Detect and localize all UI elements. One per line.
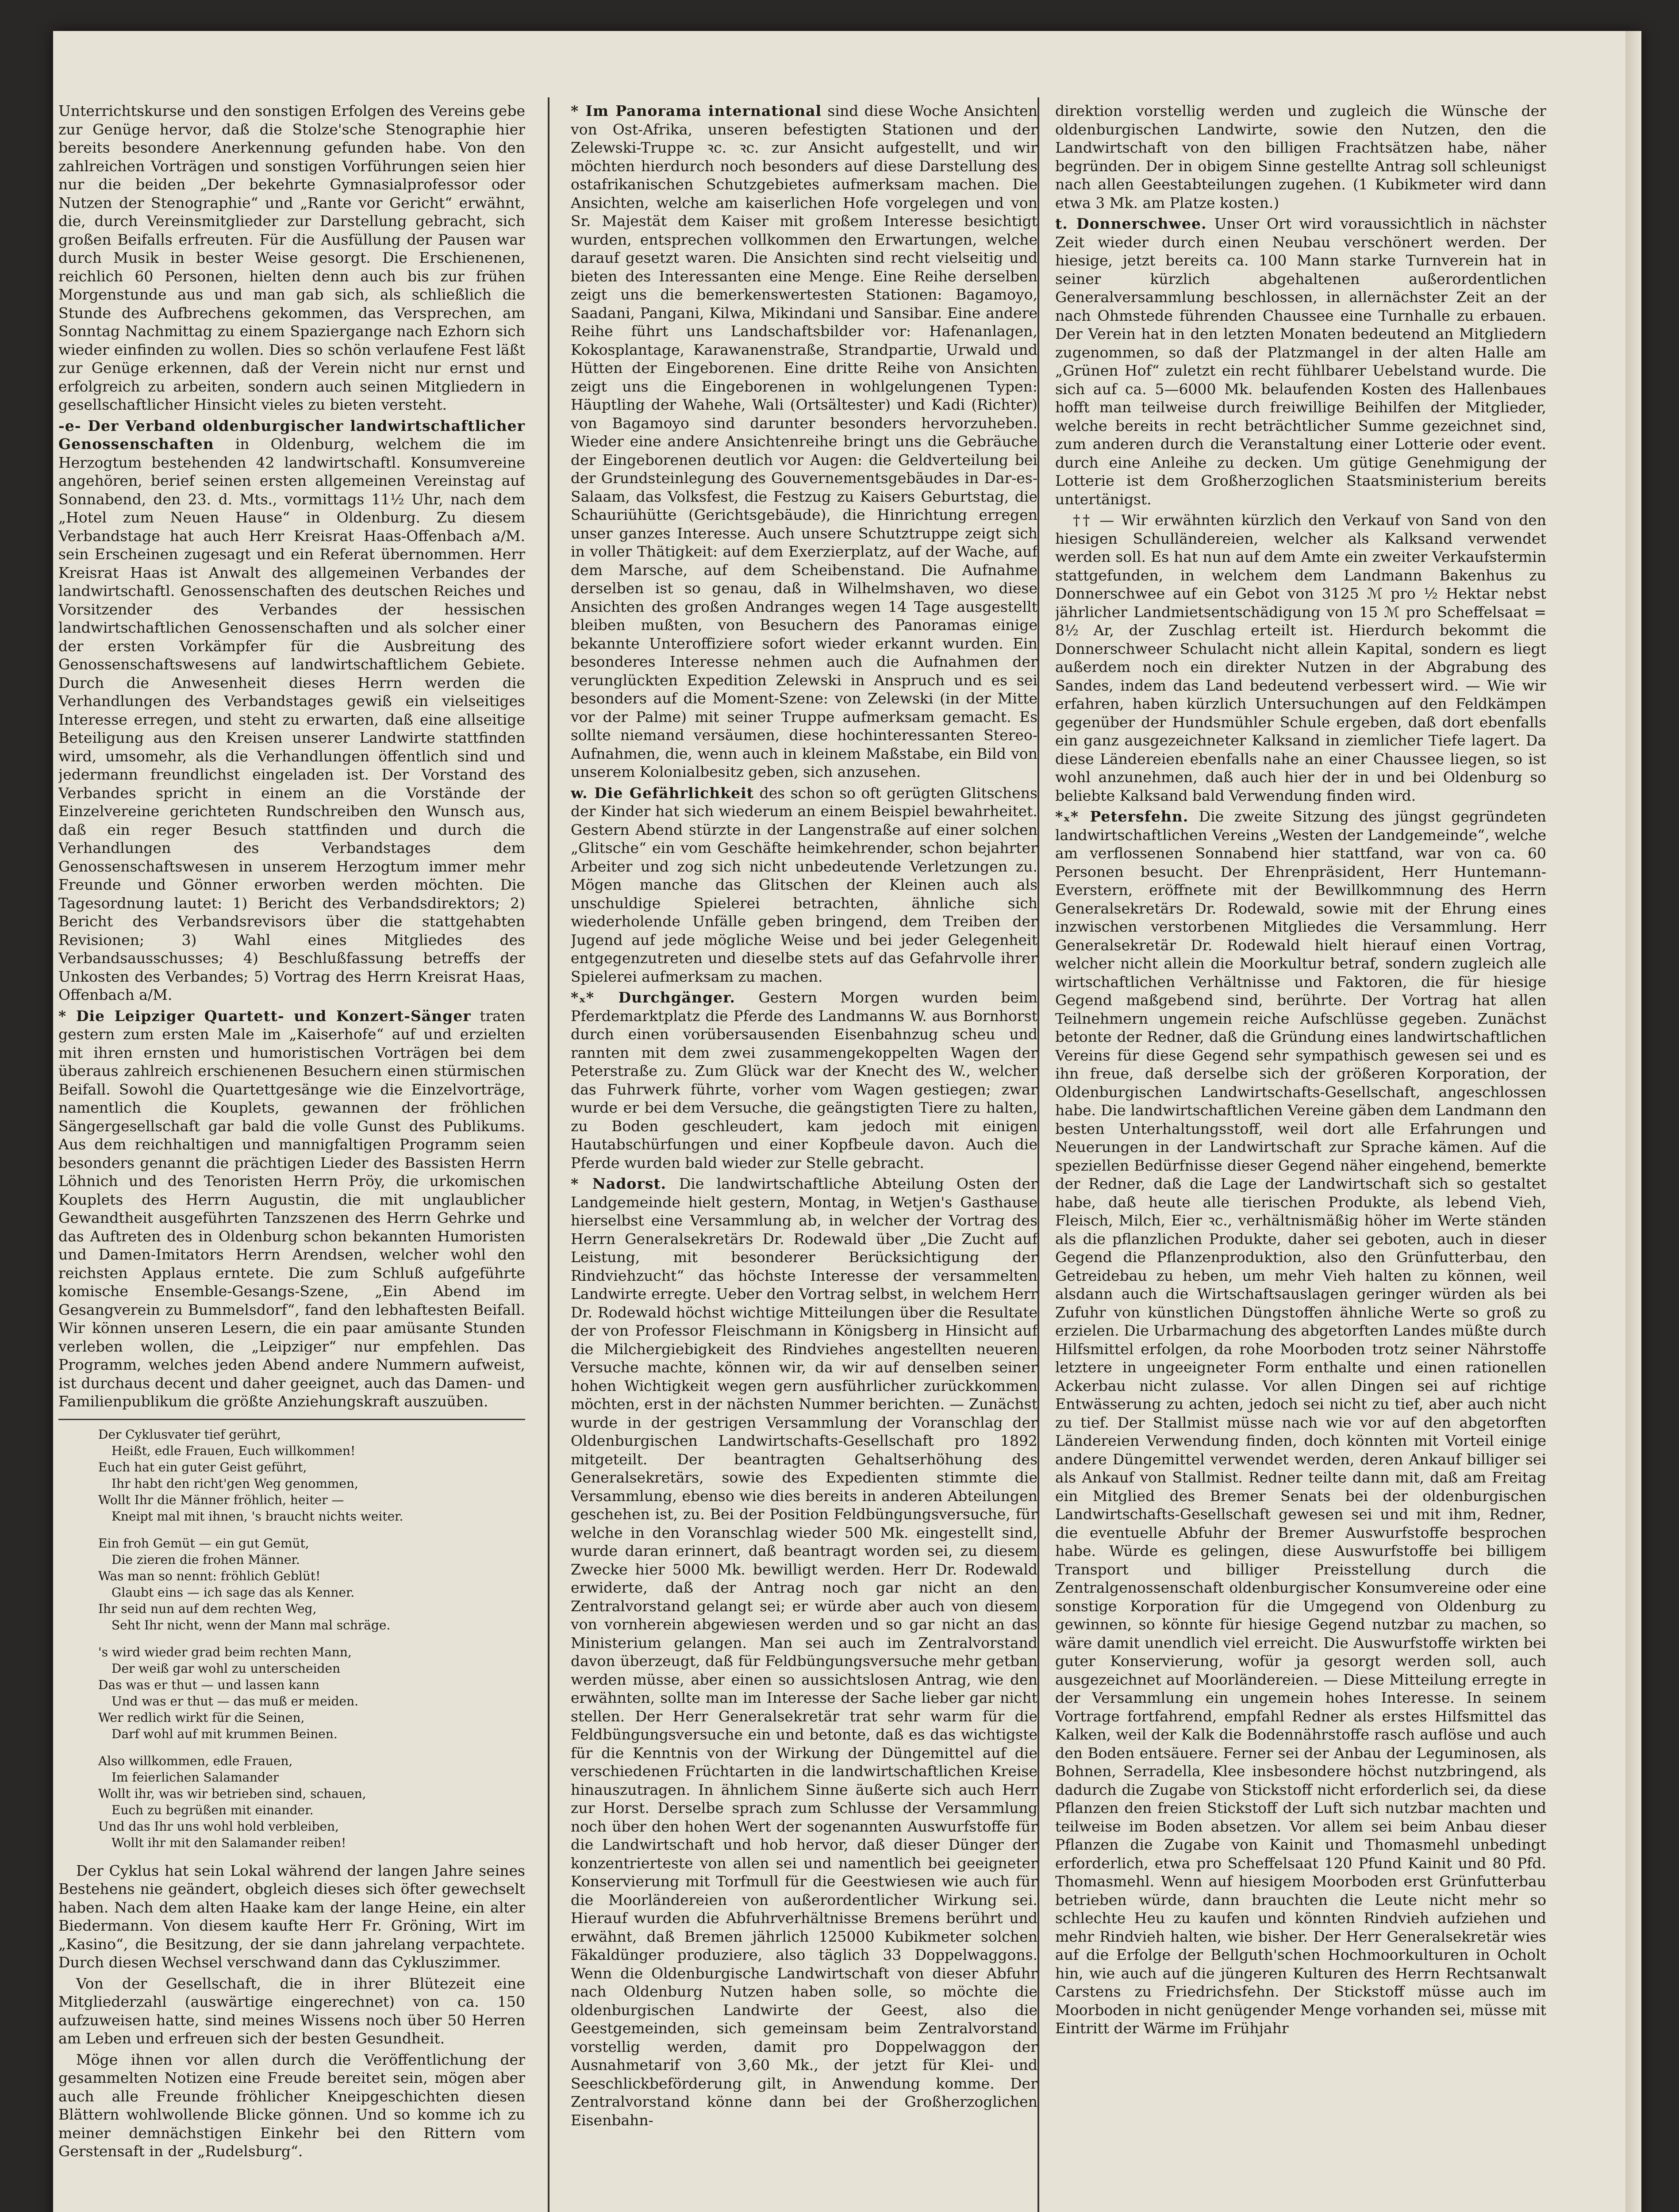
poem-line: Darf wohl auf mit krummen Beinen.: [111, 1726, 338, 1741]
column-1: [58, 102, 525, 2212]
article-paragraph: * Im Panorama international sind diese Woche Ansichten von Ost-Afrika, unseren befestigten Stationen und der Zelewski-Truppe ꝛc. ꝛc. zur Ansicht aufgestellt, und wir möchten hierdurch noch besonders auf diese Darstellung des ostafrikanischen Schutzgebietes aufmerksam machen. Die Ansichten, welche am kaiserlichen Hofe vorgelegen und von Sr. Majestät dem Kaiser mit großem Interesse besichtigt wurden, entsprechen vollkommen den Erwartungen, welche darauf gesetzt waren. Die Ansichten sind recht vielseitig und bieten des Interessanten eine Menge. Eine Reihe derselben zeigt uns die bemerkenswertesten Stationen: Bagamoyo, Saadani, Pangani, Kilwa, Mikindani und Sansibar. Eine andere Reihe führt uns Landschaftsbilder vor: Hafenanlagen, Kokosplantage, Karawanenstraße, Strandpartie, Urwald und Hütten der Eingeborenen. Eine dritte Reihe von Ansichten zeigt uns die Eingeborenen in wohlgelungenen Typen: Häuptling der Wahehe, Wali (Ortsältester) und Kadi (Richter) von Bagamoyo sind darunter besonders hervorzuheben. Wieder eine andere Ansichtenreihe bringt uns die Gebräuche der Eingeborenen deutlich vor Augen: die Geldverteilung bei der Grundsteinlegung des Gouvernementsgebäudes in Dar-es-Salaam, das Volksfest, die Festzug zu Kaisers Geburtstag, die Schauriühütte (Gerichtsgebäude), die Hinrichtung erregen unser ganzes Interesse. Auch unsere Schutztruppe zeigt sich in voller Thätigkeit: auf dem Exerzierplatz, auf der Wache, auf dem Marsche, auf dem Scheibenstand. Die Aufnahme derselben ist so genau, daß in Wilhelmshaven, wo diese Ansichten des großen Andranges wegen 14 Tage ausgestellt bleiben mußten, von Besuchern des Panoramas einige bekannte Unteroffiziere sofort wieder erkannt wurden. Ein besonderes Interesse nehmen auch die Aufnahmen der verunglückten Expedition Zelewski in Anspruch und es sei besonders auf die Moment-Szene: von Zelewski (in der Mitte vor der Palme) mit seiner Truppe aufmerksam gemacht. Es sollte niemand versäumen, diese hochinteressanten Stereo-Aufnahmen, die, wenn auch in kleinem Maßstabe, ein Bild von unserem Kolonialbesitz geben, sich anzusehen.: [571, 102, 1037, 780]
article-paragraph: Der Cyklus hat sein Lokal während der langen Jahre seines Bestehens nie geändert, obgleich dieses sich öfter gewechselt haben. Nach dem alten Haake kam der lange Heine, ein alter Biedermann. Von diesem kaufte Herr Fr. Gröning, Wirt im „Kasino“, die Besitzung, der sie dann jahrelang verpachtete. Durch diesen Wechsel verschwand dann das Cykluszimmer.: [58, 1862, 525, 1971]
article-paragraph: Möge ihnen vor allen durch die Veröffentlichung der gesammelten Notizen eine Freude bereitet sein, mögen aber auch alle Freunde fröhlicher Kneipgeschichten diesen Blättern wohlwollende Blicke gönnen. Und so komme ich zu meiner demnächstigen Einkehr bei den Rittern vom Gerstensaft in der „Rudelsburg“.: [58, 2051, 525, 2160]
poem-line: Wollt Ihr die Männer fröhlich, heiter —: [98, 1492, 344, 1507]
poem-stanza: [98, 1753, 525, 1851]
poem-line: Kneipt mal mit ihnen, 's braucht nichts weiter.: [111, 1509, 403, 1524]
article-heading: * Die Leipziger Quartett- und Konzert-Sänger: [58, 1007, 471, 1025]
poem-line: 's wird wieder grad beim rechten Mann,: [98, 1644, 352, 1659]
column-rule: [1037, 97, 1039, 2212]
article-paragraph: * Die Leipziger Quartett- und Konzert-Sänger traten gestern zum ersten Male im „Kaiserhofe“ auf und erzielten mit ihren ernsten und humoristischen Vorträgen bei dem überaus zahlreich erschienenen Besuchern einen stürmischen Beifall. Sowohl die Quartettgesänge wie die Einzelvorträge, namentlich die Kouplets, gewannen der fröhlichen Sängergesellschaft gar bald die volle Gunst des Publikums. Aus dem reichhaltigen und mannigfaltigen Programm seien besonders genannt die prächtigen Lieder des Bassisten Herrn Löhnich und des Tenoristen Herrn Pröy, die urkomischen Kouplets des Herrn Augustin, die mit unglaublicher Gewandtheit ausgeführten Tanzszenen des Herrn Gehrke und das Auftreten des in Oldenburg schon bekannten Humoristen und Damen-Imitators Herrn Arendsen, welcher wohl den reichsten Applaus erntete. Die zum Schluß aufgeführte komische Ensemble-Gesangs-Szene, „Ein Abend im Gesangverein zu Bummelsdorf“, fand den lebhaftesten Beifall. Wir können unseren Lesern, die ein paar amüsante Stunden verleben wollen, die „Leipziger“ nur empfehlen. Das Programm, welches jeden Abend andere Nummern aufweist, ist durchaus decent und daher geeignet, auch das Damen- und Familienpublikum die größte Anziehungskraft auszuüben.: [58, 1007, 525, 1410]
poem-line: Und das Ihr uns wohl hold verbleiben,: [98, 1819, 339, 1834]
poem-line: Der weiß gar wohl zu unterscheiden: [111, 1661, 341, 1676]
poem-line: Ihr seid nun auf dem rechten Weg,: [98, 1601, 317, 1616]
poem-line: Und was er thut — das muß er meiden.: [111, 1694, 359, 1709]
article-heading: *ₓ* Durchgänger.: [571, 989, 735, 1006]
column-3: [1055, 102, 1546, 2212]
article-paragraph: direktion vorstellig werden und zugleich die Wünsche der oldenburgischen Landwirte, sowie den Nutzen, den die Landwirtschaft von den billigen Frachtsätzen habe, näher begründen. Der in obigem Sinne gestellte Antrag soll schleunigst nach allen Geestabteilungen zugehen. (1 Kubikmeter wird dann etwa 3 Mk. am Platze kosten.): [1055, 102, 1546, 211]
poem-line: Wollt ihr, was wir betrieben sind, schauen,: [98, 1786, 366, 1801]
article-heading: * Nadorst.: [571, 1175, 667, 1192]
poem-stanza: [98, 1535, 525, 1633]
poem-line: Wollt ihr mit den Salamander reiben!: [111, 1835, 346, 1850]
poem-line: Heißt, edle Frauen, Euch willkommen!: [111, 1443, 356, 1458]
article-paragraph: *ₓ* Petersfehn. Die zweite Sitzung des jüngst gegründeten landwirtschaftlichen Vereins „Westen der Landgemeinde“, welche am verflossenen Sonnabend hier stattfand, war von ca. 60 Personen besucht. Der Ehrenpräsident, Herr Huntemann-Everstern, eröffnete mit der Bewillkommnung des Herrn Generalsekretärs Dr. Rodewald, sowie mit der Ehrung eines inzwischen verstorbenen Mitgliedes die Versammlung. Herr Generalsekretär Dr. Rodewald hielt hierauf einen Vortrag, welcher nicht allein die Moorkultur betraf, sondern zugleich alle wirtschaftlichen Verhältnisse und Faktoren, die für hiesige Gegend maßgebend sind, berührte. Der Vortrag hat allen Teilnehmern ungemein reiche Aufschlüsse gegeben. Zunächst betonte der Redner, daß die Gründung eines landwirtschaftlichen Vereins für diese Gegend sehr sympathisch gewesen sei und es ihn freue, daß derselbe sich der größeren Korporation, der Oldenburgischen Landwirtschafts-Gesellschaft, angeschlossen habe. Die landwirtschaftlichen Vereine gäben dem Landmann den besten Unterhaltungsstoff, weil dort alle Erfahrungen und Neuerungen in der Landwirtschaft zur Sprache kämen. Auf die speziellen Bedürfnisse dieser Gegend näher eingehend, bemerkte der Redner, daß die Lage der Landwirtschaft sich so gestaltet habe, daß heute alle tierischen Produkte, als lebend Vieh, Fleisch, Milch, Eier ꝛc., verhältnismäßig höher im Werte ständen als die pflanzlichen Produkte, daher sei geboten, auch in dieser Gegend die Pflanzenproduktion, also den Grünfutterbau, den Getreidebau zu heben, um mehr Vieh halten zu können, weil alsdann auch die Wirtschaftsauslagen geringer würden als bei Zufuhr von künstlichen Düngstoffen ähnliche Werte so groß zu erzielen. Die Urbarmachung des abgetorften Landes müßte durch Hilfsmittel erfolgen, da rohe Moorboden trotz seiner Nährstoffe letztere in ungeeigneter Form enthalte und einen rationellen Ackerbau nicht zulasse. Vor allen Dingen sei auf richtige Entwässerung zu achten, jedoch sei nicht zu tief, aber auch nicht zu tief. Der Stallmist müsse nach wie vor auf den abgetorften Ländereien Verwendung finden, doch könnten mit Vorteil einige andere Düngemittel verwendet werden, deren Ankauf billiger sei als Ankauf von Stallmist. Redner teilte dann mit, daß am Freitag ein Mitglied des Bremer Senats bei der oldenburgischen Landwirtschafts-Gesellschaft gewesen sei und mit ihm, Redner, die eventuelle Abfuhr der Bremer Auswurfstoffe besprochen habe. Würde es gelingen, diese Auswurfstoffe bei billigem Transport und billiger Preisstellung durch die Zentralgenossenschaft oldenburgischer Konsumvereine oder eine sonstige Korporation für die Umgegend von Oldenburg zu gewinnen, so könnte für hiesige Gegend nutzbar zu machen, so wäre damit unendlich viel erreicht. Die Auswurfstoffe wirkten bei guter Konservierung, wofür ja gesorgt werden soll, auch ausgezeichnet auf Moorländereien. — Diese Mitteilung erregte in der Versammlung ein ungemein hohes Interesse. In seinem Vortrage fortfahrend, empfahl Redner als erstes Hilfsmittel das Kalken, weil der Kalk die Bodennährstoffe rasch auflöse und auch den Boden entsäuere. Ferner sei der Anbau der Leguminosen, als Bohnen, Serradella, Klee insbesondere höchst nutzbringend, als dadurch die Zugabe von Stickstoff nicht erforderlich sei, da diese Pflanzen den freien Stickstoff der Luft sich nutzbar machten und teilweise im Boden absetzen. Vor allem sei beim Anbau dieser Pflanzen die Zugabe von Kainit und Thomasmehl unbedingt erforderlich, etwa pro Scheffelsaat 120 Pfund Kainit und 80 Pfd. Thomasmehl. Wenn auf hiesigem Moorboden erst Grünfutterbau betrieben würde, dann brauchten die Leute nicht mehr so schlechte Heu zu kaufen und könnten Rindvieh aufziehen und mehr Rindvieh halten, wie bisher. Der Herr Generalsekretär wies auf die Erfolge der Bellguth'schen Hochmoorkulturen in Ocholt hin, wie auch auf die jüngeren Kulturen des Herrn Rechtsanwalt Carstens zu Friedrichsfehn. Der Stickstoff müsse auch im Moorboden in nicht genügender Menge vorhanden sei, müsse mit Eintritt der Wärme im Frühjahr: [1055, 808, 1546, 2037]
article-heading: -e- Der Verband oldenburgischer landwirtschaftlicher Genossenschaften: [58, 417, 525, 453]
poem-stanza: [98, 1426, 525, 1525]
poem-line: Was man so nennt: fröhlich Geblüt!: [98, 1568, 321, 1583]
poem-line: Also willkommen, edle Frauen,: [98, 1753, 293, 1768]
article-heading: w. Die Gefährlichkeit: [571, 784, 754, 802]
poem-line: Der Cyklusvater tief gerührt,: [98, 1427, 281, 1442]
poem-line: Wer redlich wirkt für die Seinen,: [98, 1710, 305, 1725]
poem-line: Seht Ihr nicht, wenn der Mann mal schräge.: [111, 1617, 391, 1632]
poem-line: Ein froh Gemüt — ein gut Gemüt,: [98, 1536, 309, 1551]
poem: [58, 1419, 525, 1851]
article-paragraph: w. Die Gefährlichkeit des schon so oft gerügten Glitschens der Kinder hat sich wiederum an einem Beispiel bewahrheitet. Gestern Abend stürzte in der Langenstraße auf einer solchen „Glitsche“ ein vom Geschäfte heimkehrender, schon bejahrter Arbeiter und zog sich nicht unbedeutende Verletzungen zu. Mögen manche das Glitschen der Kleinen auch als unschuldige Spielerei betrachten, ähnliche sich wiederholende Unfälle geben bringend, dem Treiben der Jugend auf jede mögliche Weise und bei jeder Gelegenheit entgegenzutreten und dieselbe stets auf das Gefahrvolle ihrer Spielerei aufmerksam zu machen.: [571, 784, 1037, 985]
poem-line: Das was er thut — und lassen kann: [98, 1677, 320, 1692]
poem-line: Euch hat ein guter Geist geführt,: [98, 1459, 307, 1475]
article-paragraph: t. Donnerschwee. Unser Ort wird voraussichtlich in nächster Zeit wieder durch einen Neubau verschönert werden. Der hiesige, jetzt bereits ca. 100 Mann starke Turnverein hat in seiner kürzlich abgehaltenen außerordentlichen Generalversammlung beschlossen, in allernächster Zeit an der nach Ohmstede führenden Chaussee eine Turnhalle zu erbauen. Der Verein hat in den letzten Monaten bedeutend an Mitgliedern zugenommen, so daß der Platzmangel in der alten Halle am „Grünen Hof“ zuletzt ein recht fühlbarer Uebelstand wurde. Die sich auf ca. 5—6000 Mk. belaufenden Kosten des Hallenbaues hofft man teilweise durch freiwillige Beihilfen der Mitglieder, welche bereits in recht beträchtlicher Summe gezeichnet sind, zum anderen durch die Veranstaltung einer Lotterie oder event. durch eine Anleihe zu decken. Um gütige Genehmigung der Lotterie ist dem Großherzoglichen Staatsministerium bereits untertänigst.: [1055, 215, 1546, 508]
article-heading: * Im Panorama international: [571, 102, 822, 119]
article-paragraph: Unterrichtskurse und den sonstigen Erfolgen des Vereins gebe zur Genüge hervor, daß die Stolze'sche Stenographie hier bereits besondere Anerkennung gefunden habe. Von den zahlreichen Vorträgen und sonstigen Vorführungen seien hier nur die beiden „Der bekehrte Gymnasialprofessor oder Nutzen der Stenographie“ und „Rante vor Gericht“ erwähnt, die, durch Vereinsmitglieder zur Darstellung gebracht, sich großen Beifalls erfreuten. Für die Ausfüllung der Pausen war durch Musik in bester Weise gesorgt. Die Erschienenen, reichlich 60 Personen, hielten denn auch bis zur frühen Morgenstunde aus und man gab sich, als schließlich die Stunde des Aufbrechens gekommen, das Versprechen, am Sonntag Nachmittag zu einem Spaziergange nach Ezhorn sich wieder einfinden zu wollen. Dies so schön verlaufene Fest läßt zur Genüge erkennen, daß der Verein nicht nur ernst und erfolgreich zu arbeiten, sondern auch seinen Mitgliedern in gesellschaftlicher Hinsicht vieles zu bieten versteht.: [58, 102, 525, 413]
article-paragraph: *ₓ* Durchgänger. Gestern Morgen wurden beim Pferdemarktplatz die Pferde des Landmanns W. aus Bornhorst durch einen vorübersausenden Eisenbahnzug scheu und rannten mit dem zwei zusammengekoppelten Wagen der Peterstraße zu. Zum Glück war der Knecht des W., welcher das Fuhrwerk führte, vorher vom Wagen gestiegen; zwar wurde er bei dem Versuche, die geängstigten Tiere zu halten, zu Boden geschleudert, kam jedoch mit einigen Hautabschürfungen und einer Kopfbeule davon. Auch die Pferde wurden bald wieder zur Stelle gebracht.: [571, 989, 1037, 1171]
article-paragraph: -e- Der Verband oldenburgischer landwirtschaftlicher Genossenschaften in Oldenburg, welchem die im Herzogtum bestehenden 42 landwirtschaftl. Konsumvereine angehören, berief seinen ersten allgemeinen Vereinstag auf Sonnabend, den 23. d. Mts., vormittags 11½ Uhr, nach dem „Hotel zum Neuen Hause“ in Oldenburg. Zu diesem Verbandstage hat auch Herr Kreisrat Haas-Offenbach a/M. sein Erscheinen zugesagt und ein Referat übernommen. Herr Kreisrat Haas ist Anwalt des allgemeinen Verbandes der landwirtschaftl. Genossenschaften des deutschen Reiches und Vorsitzender des Verbandes der hessischen landwirtschaftlichen Genossenschaften und als solcher einer der ersten Vorkämpfer für die Ausbreitung des Genossenschaftswesens auf landwirtschaftlichem Gebiete. Durch die Anwesenheit dieses Herrn werden die Verhandlungen des Verbandstages gewiß ein vielseitiges Interesse erregen, und steht zu erwarten, daß eine allseitige Beteiligung aus den Kreisen unserer Landwirte stattfinden wird, umsomehr, als die Verhandlungen öffentlich sind und jedermann freundlichst eingeladen ist. Der Vorstand des Verbandes spricht in einem an die Vorstände der Einzelvereine gerichteten Rundschreiben den Wunsch aus, daß ein reger Besuch stattfinden und durch die Verhandlungen des Verbandstages dem Genossenschaftswesen in unserem Herzogtum immer mehr Freunde und Gönner erworben werden möchten. Die Tagesordnung lautet: 1) Bericht des Verbandsdirektors; 2) Bericht des Verbandsrevisors über die stattgehabten Revisionen; 3) Wahl eines Mitgliedes des Verbandsausschusses; 4) Beschlußfassung betreffs der Unkosten des Verbandes; 5) Vortrag des Herrn Kreisrat Haas, Offenbach a/M.: [58, 417, 525, 1003]
poem-line: Glaubt eins — ich sage das als Kenner.: [111, 1585, 355, 1600]
article-heading: *ₓ* Petersfehn.: [1055, 808, 1189, 825]
article-paragraph: †† — Wir erwähnten kürzlich den Verkauf von Sand von den hiesigen Schulländereien, welcher als Kalksand verwendet werden soll. Es hat nun auf dem Amte ein zweiter Verkaufstermin stattgefunden, in welchem dem Landmann Bakenhus zu Donnerschwee auf ein Gebot von 3125 ℳ pro ½ Hektar nebst jährlicher Landmietsentschädigung von 15 ℳ pro Scheffelsaat = 8½ Ar, der Zuschlag erteilt ist. Hierdurch bekommt die Donnerschweer Schulacht nicht allein Kapital, sondern es liegt außerdem noch ein direkter Nutzen in der Abgrabung des Sandes, indem das Land bedeutend verbessert wird. — Wie wir erfahren, haben kürzlich Untersuchungen auf den Feldkämpen gegenüber der Hundsmühler Schule ergeben, daß dort ebenfalls ein ganz ausgezeichneter Kalksand in ziemlicher Tiefe lagert. Da diese Ländereien ebenfalls nahe an einer Chaussee liegen, so ist wohl anzunehmen, daß auch hier der in und bei Oldenburg so beliebte Kalksand bald Verwendung finden wird.: [1055, 511, 1546, 804]
poem-line: Euch zu begrüßen mit einander.: [111, 1802, 314, 1817]
article-paragraph: * Nadorst. Die landwirtschaftliche Abteilung Osten der Landgemeinde hielt gestern, Montag, in Wetjen's Gasthause hierselbst eine Versammlung ab, in welcher der Vortrag des Herrn Generalsekretärs Dr. Rodewald über „Die Zucht auf Leistung, mit besonderer Berücksichtigung der Rindviehzucht“ das höchste Interesse der versammelten Landwirte erregte. Ueber den Vortrag selbst, in welchem Herr Dr. Rodewald höchst wichtige Mitteilungen über die Resultate der von Professor Fleischmann in Königsberg in Hinsicht auf die Milchergiebigkeit des Rindviehes angestellten neueren Versuche machte, können wir, da wir auf denselben seiner hohen Wichtigkeit wegen gern ausführlicher zurückkommen möchten, erst in der nächsten Nummer berichten. — Zunächst wurde in der gestrigen Versammlung der Voranschlag der Oldenburgischen Landwirtschafts-Gesellschaft pro 1892 mitgeteilt. Der beantragten Gehaltserhöhung des Generalsekretärs, sowie des Expedienten stimmte die Versammlung, ebenso wie dies bereits in anderen Abteilungen geschehen ist, zu. Bei der Position Feldbüngungsversuche, für welche in den Voranschlag wieder 500 Mk. eingestellt sind, wurde daran erinnert, daß beantragt worden sei, zu diesem Zwecke hier 5000 Mk. bewilligt werden. Herr Dr. Rodewald erwiderte, daß der Antrag noch gar nicht an den Zentralvorstand gelangt sei; er würde aber auch von diesem von vornherein abgewiesen werden und so gar nicht an das Ministerium gelangen. Man sei auch im Zentralvorstand davon überzeugt, daß für Feldbüngungsversuche mehr getban werden müsse, aber einen so aussichtslosen Antrag, wie den erwähnten, sollte man im Interesse der Sache lieber gar nicht stellen. Der Herr Generalsekretär trat sehr warm für die Feldbüngungsversuche ein und betonte, daß es das wichtigste für die Kenntnis von der Wirkung der Düngemittel auf die verschiedenen Früchtarten in die landwirtschaftlichen Kreise hinauszutragen. In ähnlichem Sinne äußerte sich auch Herr zur Horst. Derselbe sprach zum Schlusse der Versammlung noch über den hohen Wert der sogenannten Auswurfstoffe für die Landwirtschaft und hob hervor, daß dieser Dünger der konzentrierteste von allen sei und namentlich bei geeigneter Konservierung mit Torfmull für die Geestwiesen wie auch für die Moorländereien von außerordentlicher Wirkung sei. Hierauf wurden die Abfuhrverhältnisse Bremens berührt und erwähnt, daß Bremen jährlich 125000 Kubikmeter solchen Fäkaldünger produziere, also täglich 33 Doppelwaggons. Wenn die Oldenburgische Landwirtschaft von dieser Abfuhr nach Oldenburg Nutzen haben solle, so möchte die oldenburgischen Landwirte der Geest, also die Geestgemeinden, sich gemeinsam beim Zentralvorstand vorstellig werden, damit pro Doppelwaggon der Ausnahmetarif von 3,60 Mk., der jetzt für Klei- und Seeschlickbeförderung gilt, in Anwendung komme. Der Zentralvorstand könne dann bei der Großherzoglichen Eisenbahn-: [571, 1175, 1037, 2129]
page-edge: [1625, 31, 1641, 2212]
poem-stanza: [98, 1644, 525, 1742]
column-rule: [548, 97, 549, 2212]
poem-line: Im feierlichen Salamander: [111, 1770, 279, 1785]
article-paragraph: Von der Gesellschaft, die in ihrer Blütezeit eine Mitgliederzahl (auswärtige eingerechnet) von ca. 150 aufzuweisen hatte, sind meines Wissens noch über 50 Herren am Leben und erfreuen sich der besten Gesundheit.: [58, 1974, 525, 2047]
newspaper-page: [53, 31, 1641, 2212]
poem-line: Die zieren die frohen Männer.: [111, 1552, 300, 1567]
column-2: [571, 102, 1037, 2212]
poem-line: Ihr habt den richt'gen Weg genommen,: [111, 1476, 358, 1491]
article-heading: t. Donnerschwee.: [1055, 215, 1207, 232]
